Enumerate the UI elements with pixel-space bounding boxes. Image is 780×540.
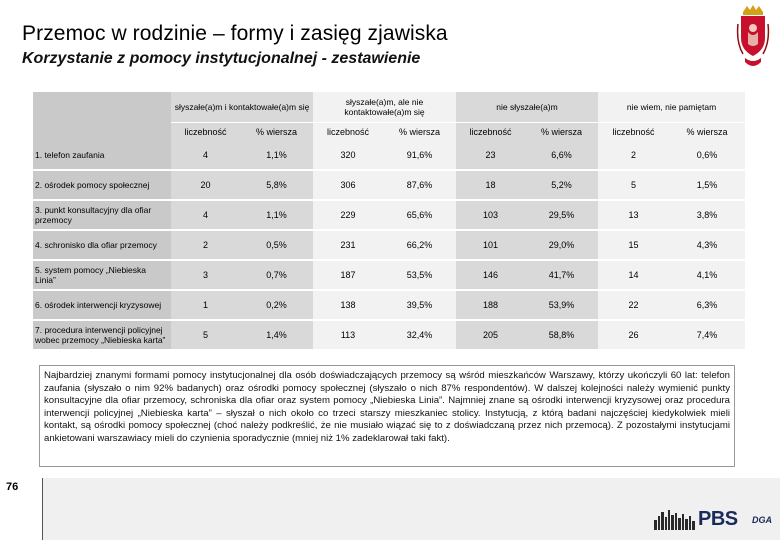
row-label: 5. system pomocy „Niebieska Linia”	[33, 260, 171, 290]
table-cell: 13	[598, 200, 669, 230]
group-header: nie słyszałe(a)m	[456, 92, 598, 123]
group-header: słyszałe(a)m, ale nie kontaktowałe(a)m się	[313, 92, 456, 123]
table-cell: 29,5%	[525, 200, 598, 230]
table-cell: 1,4%	[240, 320, 313, 350]
column-header: % wiersza	[240, 123, 313, 142]
logo-text: PBS	[698, 508, 738, 530]
row-label: 1. telefon zaufania	[33, 141, 171, 170]
page-title: Przemoc w rodzinie – formy i zasięg zjawiska	[22, 22, 448, 45]
table-row	[33, 320, 745, 350]
row-label: 7. procedura interwencji policyjnej wobec przemocy „Niebieska karta”	[33, 320, 171, 350]
table-corner-cell	[33, 92, 171, 141]
table-cell: 229	[313, 200, 383, 230]
table-row	[33, 230, 745, 260]
page-number: 76	[6, 481, 19, 493]
warsaw-crest-icon	[735, 4, 771, 72]
skyline-icon	[652, 508, 696, 532]
table-cell: 5,2%	[525, 170, 598, 200]
table-cell: 4,3%	[669, 230, 745, 260]
table-cell: 1,1%	[240, 141, 313, 170]
table-cell: 6,3%	[669, 290, 745, 320]
table-cell: 103	[456, 200, 525, 230]
table-cell: 5	[171, 320, 240, 350]
table-cell: 58,8%	[525, 320, 598, 350]
row-label: 6. ośrodek interwencji kryzysowej	[33, 290, 171, 320]
institutional-help-table	[33, 92, 745, 351]
table-row	[33, 170, 745, 200]
table-cell: 66,2%	[383, 230, 456, 260]
summary-note: Najbardziej znanymi formami pomocy instytucjonalnej dla osób doświadczających przemocy są wśród mieszkańców Warszawy, którzy ukończyli 60 lat: telefon zaufania (słyszało o nim 92% badanych) oraz ośrodki pomocy społecznej (słyszało o nich 87% respondentów). W dalszej kolejności należy wymienić punkty konsultacyjne dla ofiar przemocy, schroniska dla ofiar oraz system pomocy „Niebieska Linia”. Najmniej znane są ośrodki interwencji kryzysowej oraz procedura interwencji policyjnej „Niebieska karta” – słyszał o nich około co trzeci starszy mieszkaniec stolicy. Instytucją, z którą badani najczęściej kiedykolwiek mieli kontakt, są ośrodki pomocy społecznej (choć należy podkreślić, że nie musiało wiązać się to z doświadczaną przez nich przemocą). Z pozostałymi instytucjami ankietowani warszawiacy mieli do czynienia sporadycznie (mniej niż 1% zadeklarował taki fakt).	[39, 365, 735, 467]
table-cell: 113	[313, 320, 383, 350]
column-header: liczebność	[598, 123, 669, 142]
table-cell: 138	[313, 290, 383, 320]
table-cell: 7,4%	[669, 320, 745, 350]
table-cell: 32,4%	[383, 320, 456, 350]
table-group-header-row	[33, 92, 745, 123]
row-label: 2. ośrodek pomocy społecznej	[33, 170, 171, 200]
table-cell: 205	[456, 320, 525, 350]
table-cell: 87,6%	[383, 170, 456, 200]
table-cell: 306	[313, 170, 383, 200]
row-label: 3. punkt konsultacyjny dla ofiar przemocy	[33, 200, 171, 230]
column-header: % wiersza	[525, 123, 598, 142]
table-cell: 146	[456, 260, 525, 290]
page-subtitle: Korzystanie z pomocy instytucjonalnej - zestawienie	[22, 50, 421, 67]
table-cell: 101	[456, 230, 525, 260]
table-cell: 0,6%	[669, 141, 745, 170]
table-cell: 0,7%	[240, 260, 313, 290]
table-cell: 53,5%	[383, 260, 456, 290]
table-cell: 0,5%	[240, 230, 313, 260]
table-cell: 2	[171, 230, 240, 260]
column-header: liczebność	[313, 123, 383, 142]
column-header: liczebność	[456, 123, 525, 142]
table-cell: 2	[598, 141, 669, 170]
table-cell: 26	[598, 320, 669, 350]
table-cell: 91,6%	[383, 141, 456, 170]
table-row	[33, 290, 745, 320]
table-cell: 23	[456, 141, 525, 170]
table-cell: 22	[598, 290, 669, 320]
table-cell: 6,6%	[525, 141, 598, 170]
table-cell: 15	[598, 230, 669, 260]
table-cell: 4	[171, 200, 240, 230]
table-row	[33, 260, 745, 290]
table-cell: 14	[598, 260, 669, 290]
table-cell: 5	[598, 170, 669, 200]
table-cell: 188	[456, 290, 525, 320]
column-header: % wiersza	[383, 123, 456, 142]
column-header: liczebność	[171, 123, 240, 142]
table-cell: 29,0%	[525, 230, 598, 260]
table-cell: 18	[456, 170, 525, 200]
table-cell: 231	[313, 230, 383, 260]
group-header: nie wiem, nie pamiętam	[598, 92, 745, 123]
table-cell: 1,1%	[240, 200, 313, 230]
table-cell: 39,5%	[383, 290, 456, 320]
table-cell: 4,1%	[669, 260, 745, 290]
table-cell: 320	[313, 141, 383, 170]
pbs-logo	[652, 507, 778, 533]
table-cell: 41,7%	[525, 260, 598, 290]
row-label: 4. schronisko dla ofiar przemocy	[33, 230, 171, 260]
table-cell: 53,9%	[525, 290, 598, 320]
table-row	[33, 200, 745, 230]
table-cell: 1,5%	[669, 170, 745, 200]
column-header: % wiersza	[669, 123, 745, 142]
table-cell: 187	[313, 260, 383, 290]
table-row	[33, 141, 745, 170]
table-cell: 65,6%	[383, 200, 456, 230]
table-cell: 4	[171, 141, 240, 170]
table-cell: 0,2%	[240, 290, 313, 320]
table-cell: 3	[171, 260, 240, 290]
table-cell: 20	[171, 170, 240, 200]
table-cell: 3,8%	[669, 200, 745, 230]
group-header: słyszałe(a)m i kontaktowałe(a)m się	[171, 92, 313, 123]
table-cell: 5,8%	[240, 170, 313, 200]
logo-suffix: DGA	[752, 515, 772, 525]
table-cell: 1	[171, 290, 240, 320]
